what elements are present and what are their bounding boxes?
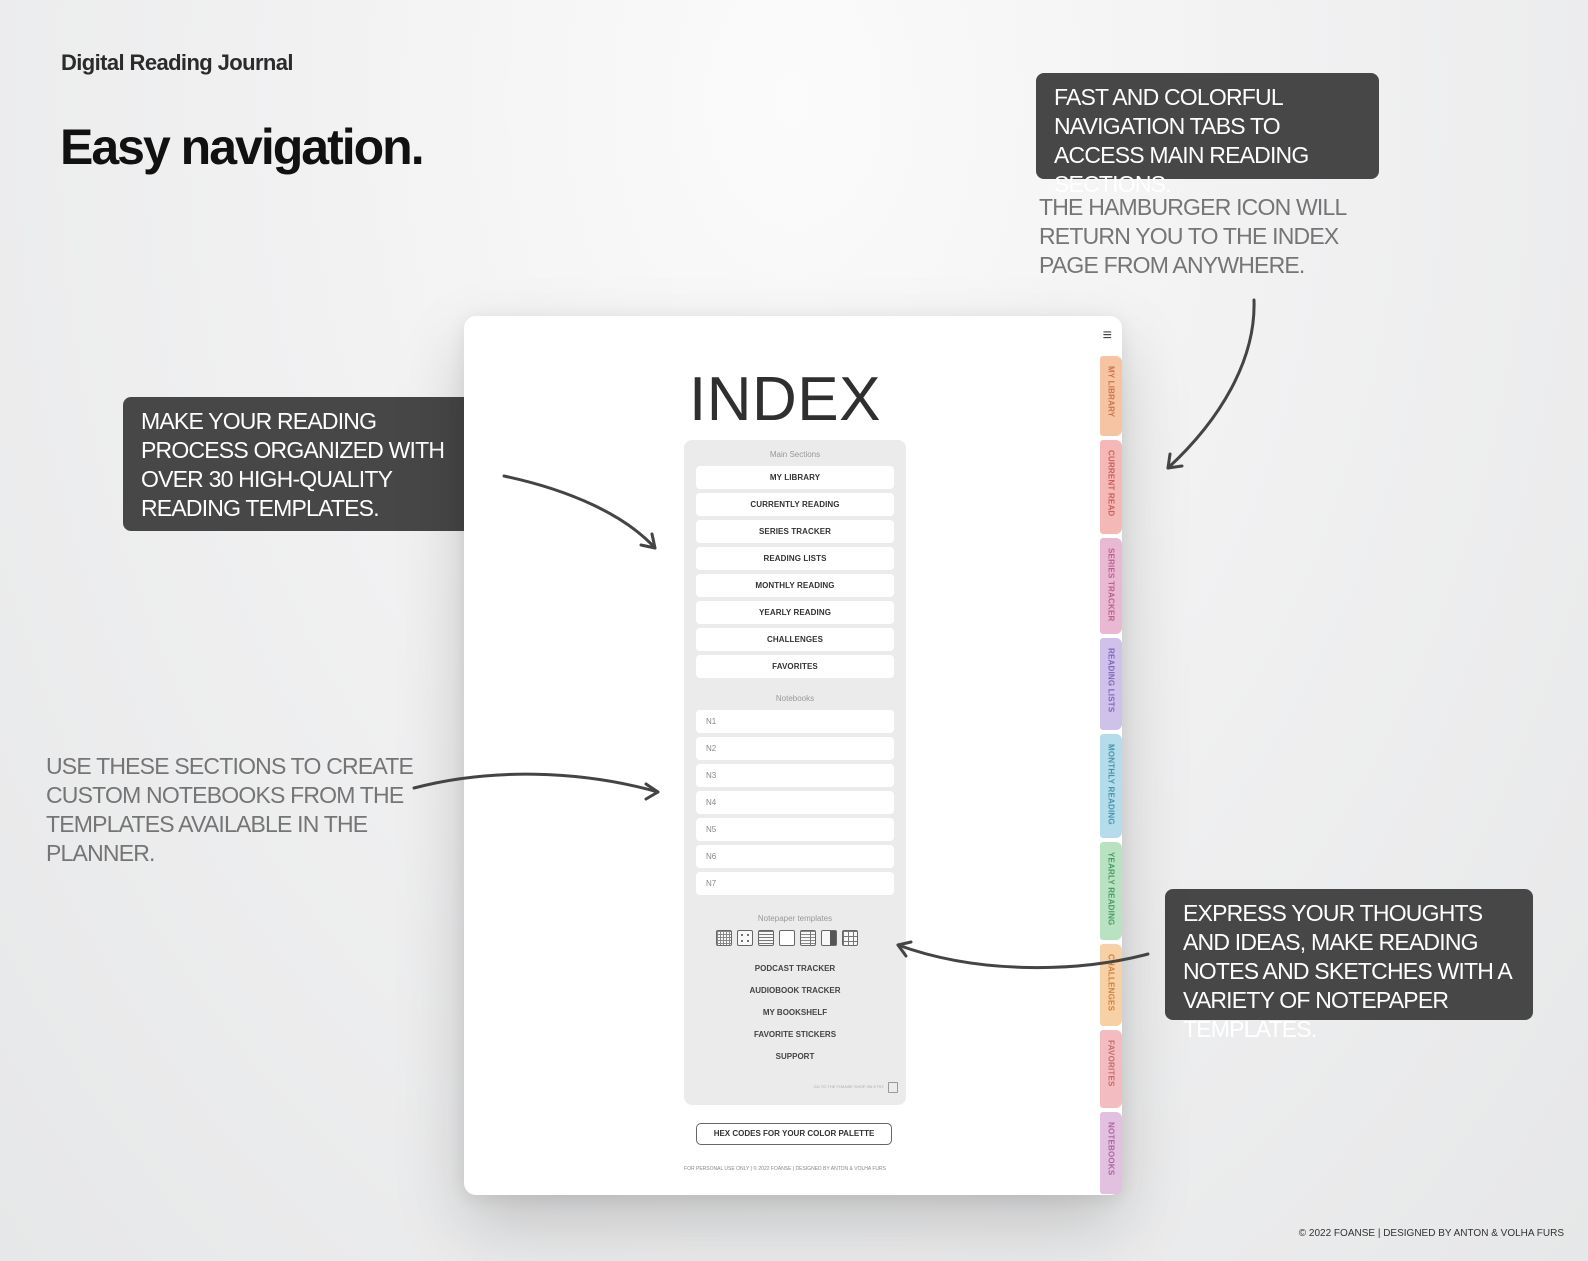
notebook-n4[interactable]: N4 [696, 791, 894, 814]
link-podcast-tracker[interactable]: PODCAST TRACKER [754, 964, 836, 973]
section-monthly-reading[interactable]: MONTHLY READING [696, 574, 894, 597]
notebook-n5[interactable]: N5 [696, 818, 894, 841]
link-my-bookshelf[interactable]: MY BOOKSHELF [762, 1008, 828, 1017]
tab-label: MONTHLY READING [1106, 744, 1116, 825]
notepaper-heading: Notepaper templates [757, 914, 833, 923]
notebook-n1[interactable]: N1 [696, 710, 894, 733]
tab-label: SERIES TRACKER [1106, 548, 1116, 622]
section-currently-reading[interactable]: CURRENTLY READING [696, 493, 894, 516]
hamburger-icon[interactable]: ≡ [1102, 327, 1112, 344]
tab-label: YEARLY READING [1106, 852, 1116, 926]
link-audiobook-tracker[interactable]: AUDIOBOOK TRACKER [749, 986, 841, 995]
section-reading-lists[interactable]: READING LISTS [696, 547, 894, 570]
tab-label: NOTEBOOKS [1106, 1122, 1116, 1176]
tab-label: CHALLENGES [1106, 954, 1116, 1012]
copyright: © 2022 FOANSE | DESIGNED BY ANTON & VOLHA FURS [1298, 1228, 1564, 1239]
link-support[interactable]: SUPPORT [775, 1052, 815, 1061]
tab-label: CURRENT READ [1106, 450, 1116, 517]
etsy-shop-link[interactable]: GO TO THE FOANSE SHOP ON ETSY [813, 1084, 884, 1089]
tab-label: READING LISTS [1106, 648, 1116, 713]
section-favorites[interactable]: FAVORITES [696, 655, 894, 678]
arrow-to-main-sections [504, 476, 655, 548]
brand-title: Digital Reading Journal [61, 50, 293, 75]
note-custom-notebooks: USE THESE SECTIONS TO CREATE CUSTOM NOTEBOOKS FROM THE TEMPLATES AVAILABLE IN THE PLANNER. [46, 753, 413, 866]
callout-notepaper-templates: EXPRESS YOUR THOUGHTS AND IDEAS, MAKE READING NOTES AND SKETCHES WITH A VARIETY OF NOTEPAPER TEMPLATES. [1165, 889, 1533, 1020]
page-headline: Easy navigation. [60, 119, 423, 175]
arrow-to-notebooks [414, 774, 658, 792]
main-sections-heading: Main Sections [769, 450, 821, 459]
hex-codes-button[interactable]: HEX CODES FOR YOUR COLOR PALETTE [696, 1123, 892, 1145]
callout-reading-templates: MAKE YOUR READING PROCESS ORGANIZED WITH OVER 30 HIGH-QUALITY READING TEMPLATES. [123, 397, 491, 531]
tab-label: FAVORITES [1106, 1040, 1116, 1087]
note-hamburger-icon: THE HAMBURGER ICON WILL RETURN YOU TO THE INDEX PAGE FROM ANYWHERE. [1039, 194, 1346, 278]
section-series-tracker[interactable]: SERIES TRACKER [696, 520, 894, 543]
notebooks-heading: Notebooks [775, 694, 815, 703]
section-my-library[interactable]: MY LIBRARY [696, 466, 894, 489]
tab-label: MY LIBRARY [1106, 366, 1116, 418]
arrow-to-tabs [1168, 300, 1254, 468]
arrow-to-notepaper [898, 945, 1148, 968]
link-favorite-stickers[interactable]: FAVORITE STICKERS [753, 1030, 837, 1039]
index-title: INDEX [689, 365, 881, 434]
notebook-n7[interactable]: N7 [696, 872, 894, 895]
notebook-n2[interactable]: N2 [696, 737, 894, 760]
callout-navigation-tabs: FAST AND COLORFUL NAVIGATION TABS TO ACCESS MAIN READING SECTIONS. [1036, 73, 1379, 179]
page-footer: FOR PERSONAL USE ONLY | © 2022 FOANSE | DESIGNED BY ANTON & VOLHA FURS [684, 1166, 886, 1172]
section-yearly-reading[interactable]: YEARLY READING [696, 601, 894, 624]
section-challenges[interactable]: CHALLENGES [696, 628, 894, 651]
notebook-n6[interactable]: N6 [696, 845, 894, 868]
notebook-n3[interactable]: N3 [696, 764, 894, 787]
